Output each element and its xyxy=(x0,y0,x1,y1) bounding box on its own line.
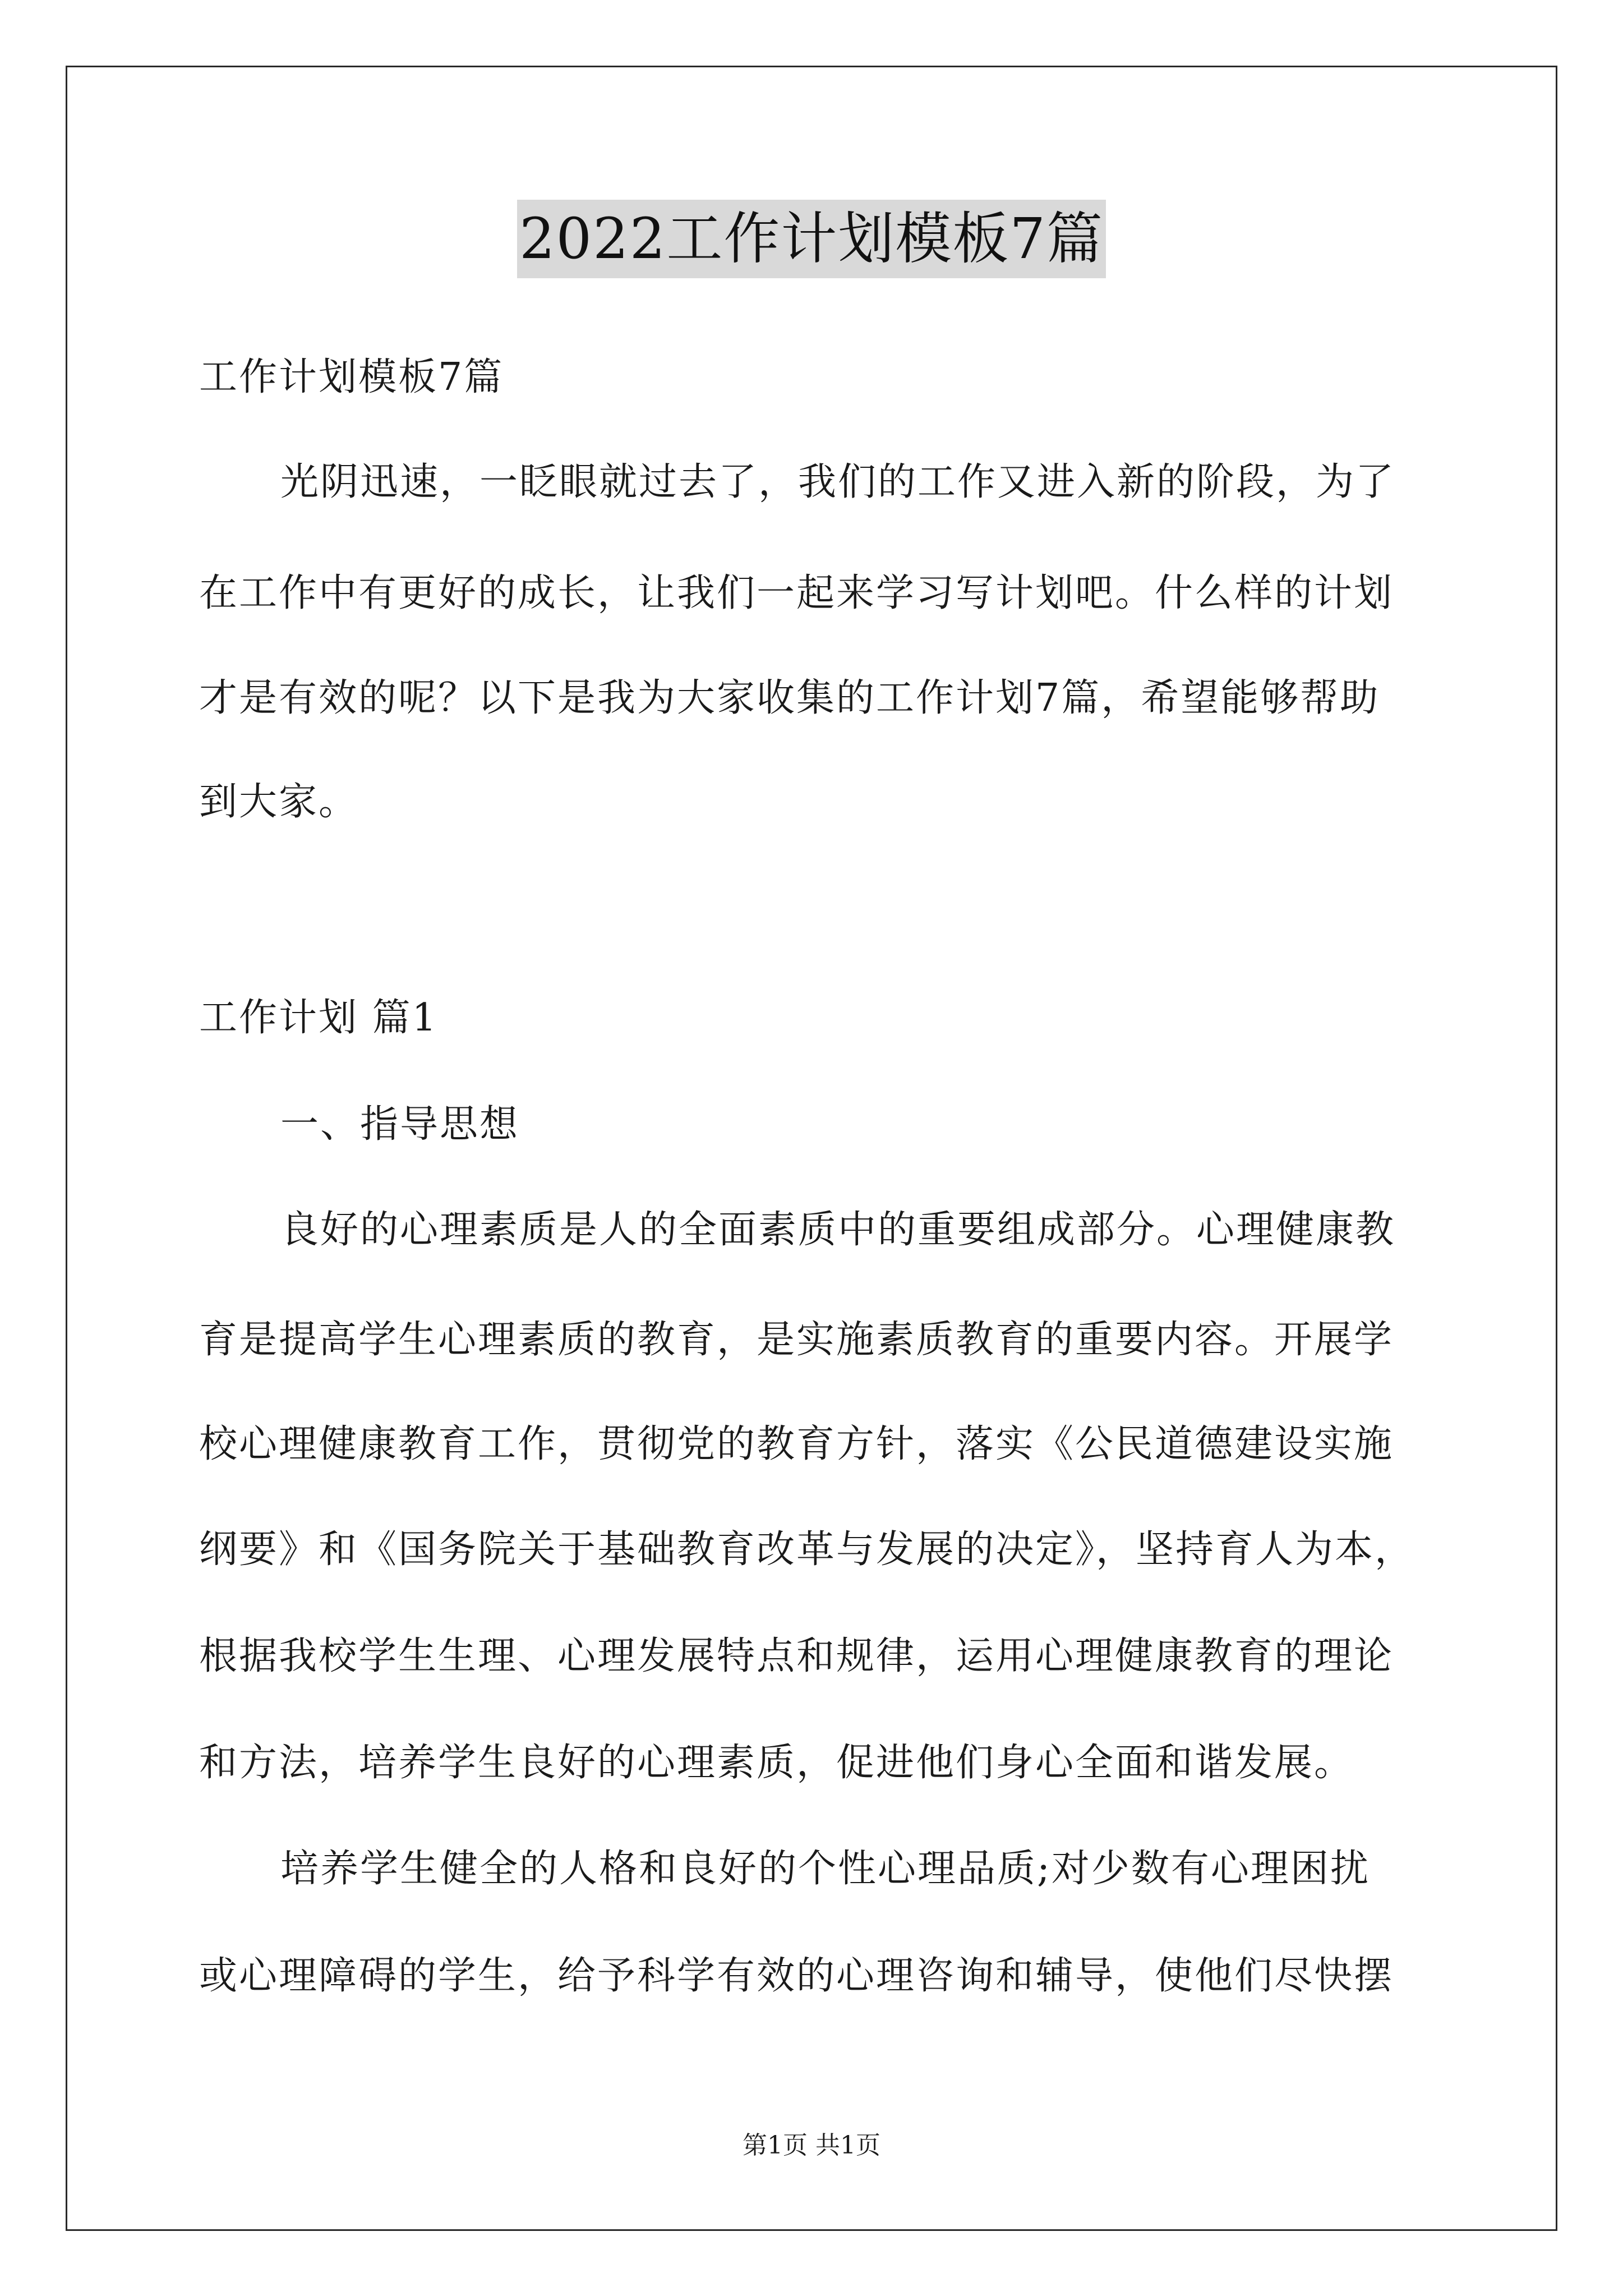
title-container xyxy=(0,200,1623,278)
para1-line-2: 育是提高学生心理素质的教育，是实施素质教育的重要内容。开展学 xyxy=(199,1318,1394,1362)
intro-line-3: 才是有效的呢？以下是我为大家收集的工作计划7篇，希望能够帮助 xyxy=(199,676,1380,720)
para2-line-1: 培养学生健全的人格和良好的个性心理品质;对少数有心理困扰 xyxy=(280,1847,1370,1891)
para1-line-4: 纲要》和《国务院关于基础教育改革与发展的决定》，坚持育人为本， xyxy=(199,1527,1415,1572)
intro-line-1: 光阴迅速，一眨眼就过去了，我们的工作又进入新的阶段，为了 xyxy=(280,460,1396,504)
document-title: 2022工作计划模板7篇 xyxy=(517,200,1106,278)
para1-line-6: 和方法，培养学生良好的心理素质，促进他们身心全面和谐发展。 xyxy=(199,1741,1354,1785)
para1-line-1: 良好的心理素质是人的全面素质中的重要组成部分。心理健康教 xyxy=(280,1208,1396,1252)
para2-line-2: 或心理障碍的学生，给予科学有效的心理咨询和辅导，使他们尽快摆 xyxy=(199,1954,1394,1998)
para1-line-3: 校心理健康教育工作，贯彻党的教育方针，落实《公民道德建设实施 xyxy=(199,1422,1394,1466)
intro-line-4: 到大家。 xyxy=(199,780,359,824)
para1-line-5: 根据我校学生生理、心理发展特点和规律，运用心理健康教育的理论 xyxy=(199,1634,1394,1678)
subheading: 一、指导思想 xyxy=(280,1102,520,1147)
document-subtitle: 工作计划模板7篇 xyxy=(199,355,504,399)
intro-line-2: 在工作中有更好的成长，让我们一起来学习写计划吧。什么样的计划 xyxy=(199,571,1394,615)
page-footer: 第1页 共1页 xyxy=(743,2131,880,2160)
section-heading: 工作计划 篇1 xyxy=(199,996,438,1040)
